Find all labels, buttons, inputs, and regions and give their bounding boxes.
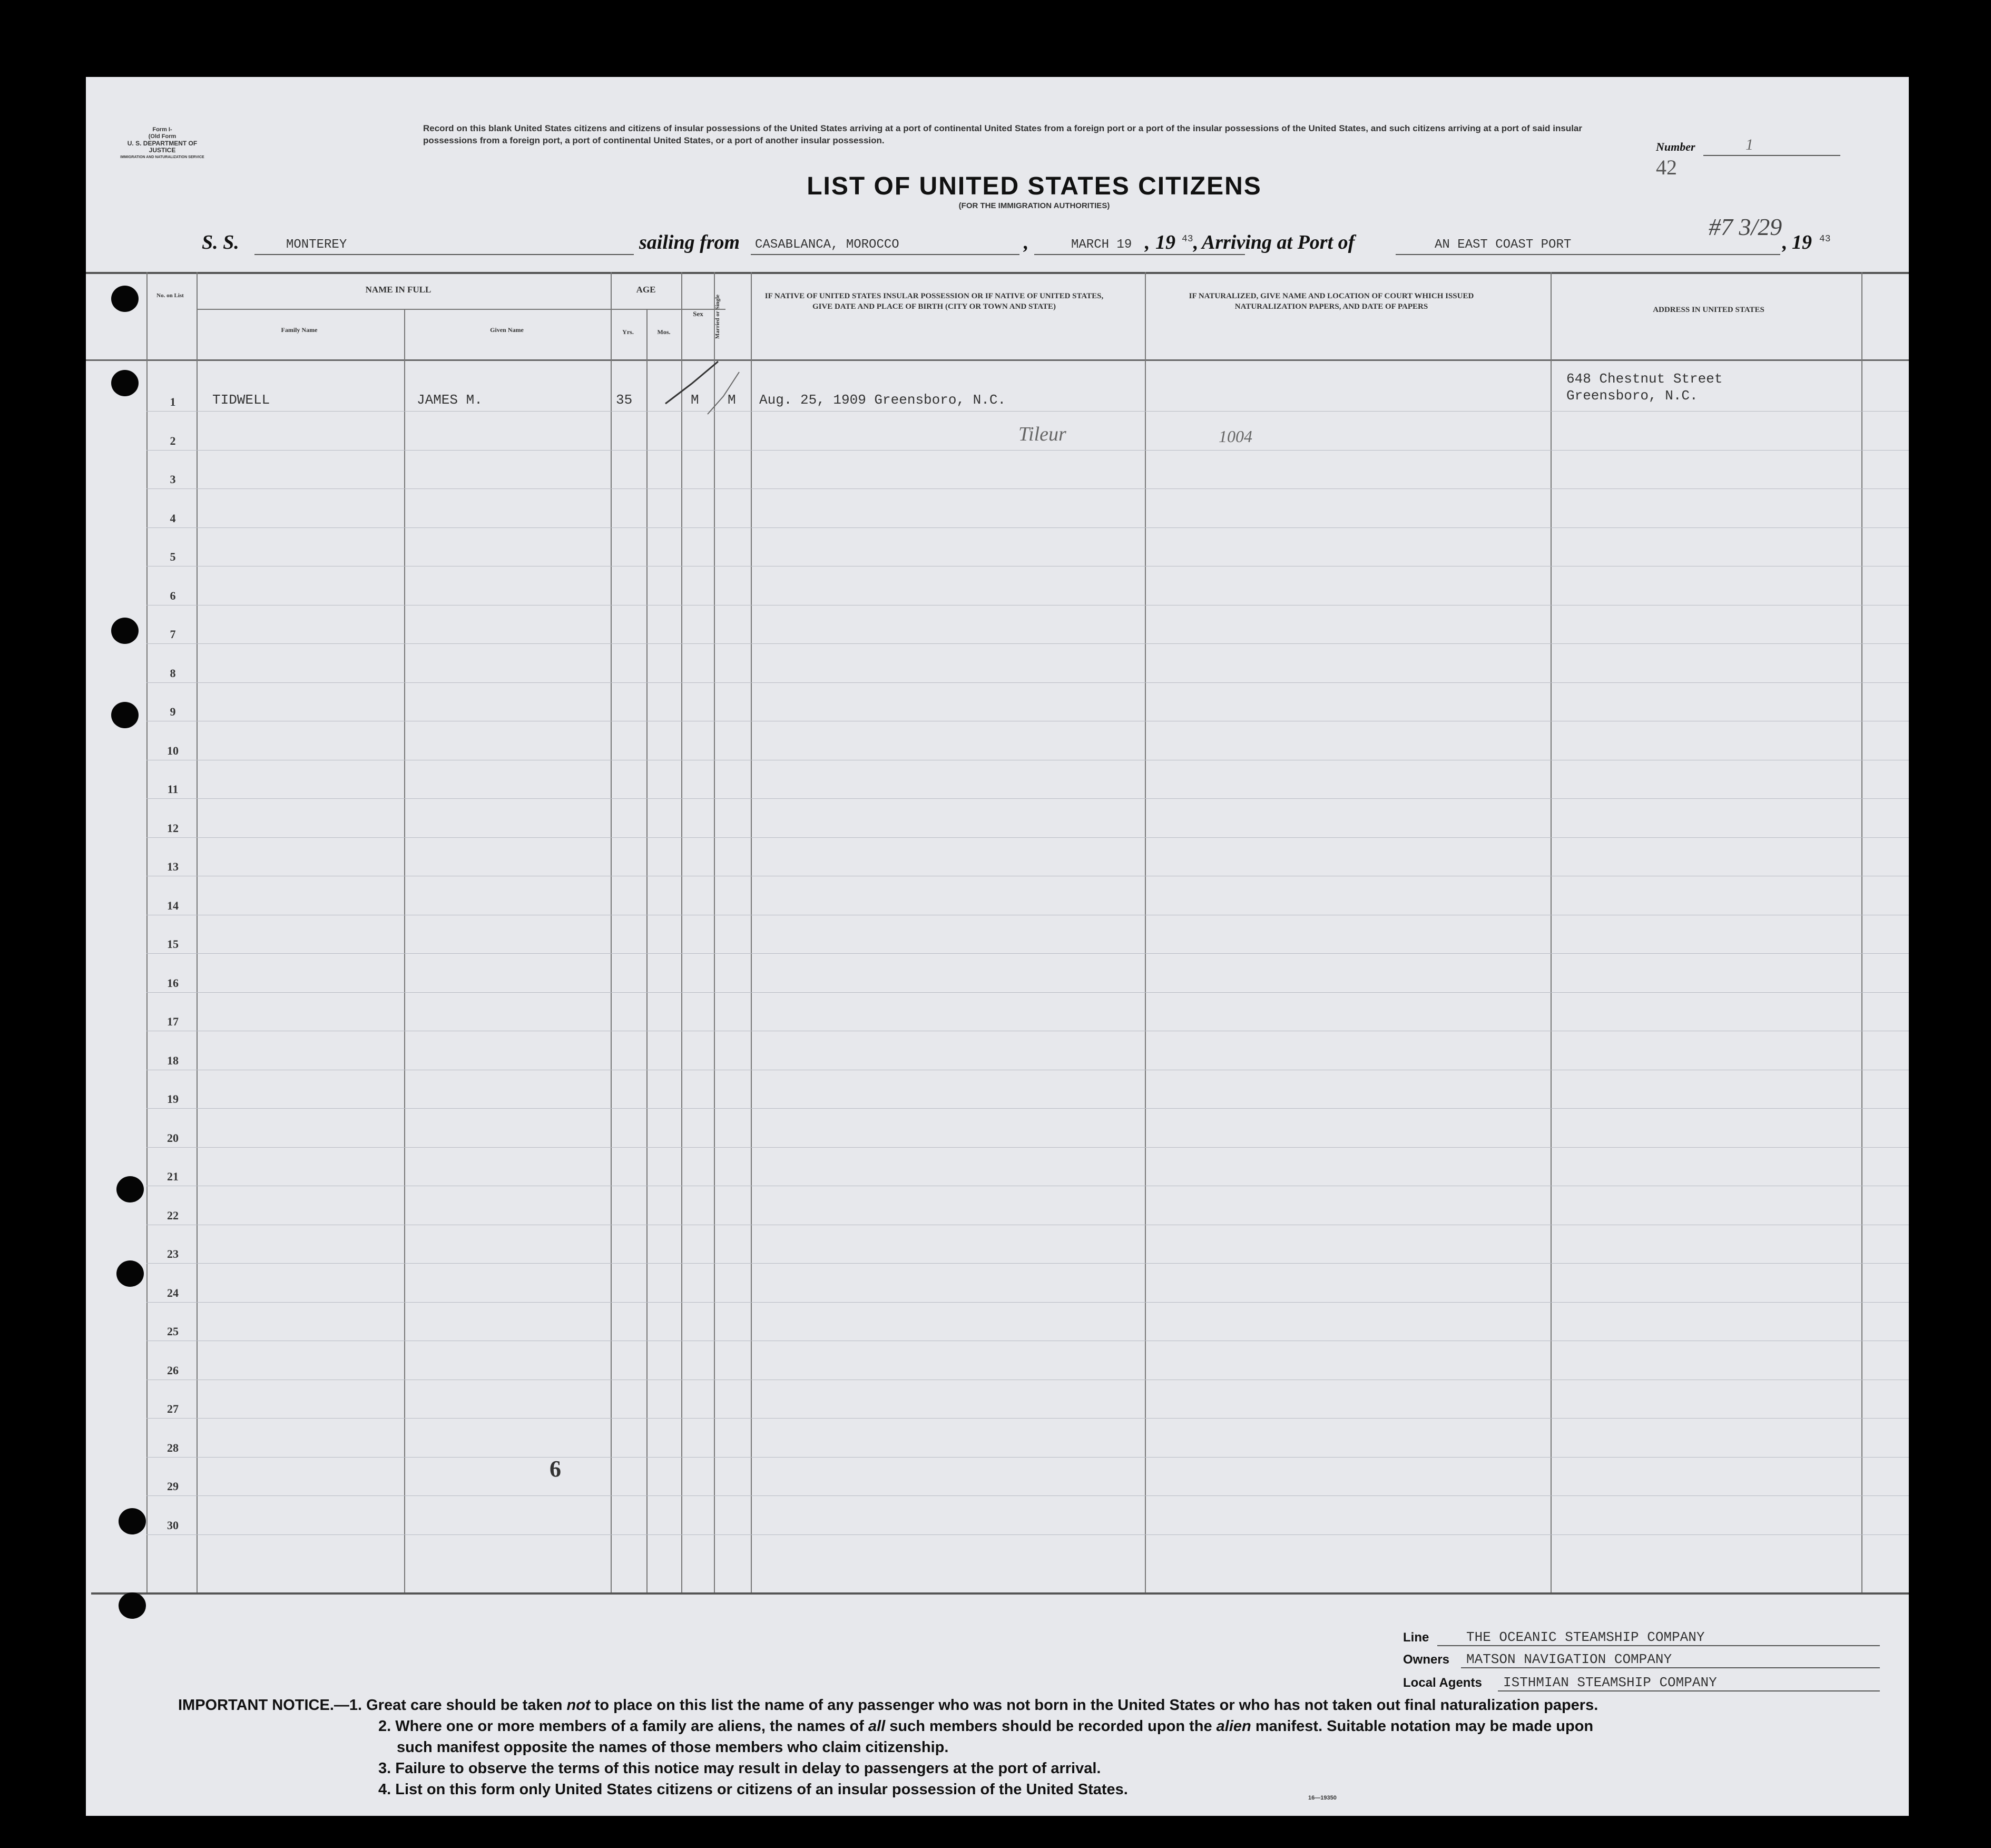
notice-1-text-a: Great care should be taken (366, 1697, 563, 1714)
row-number: 14 (167, 898, 179, 912)
form-subtitle: (FOR THE IMMIGRATION AUTHORITIES) (958, 201, 1110, 210)
number-label: Number (1656, 140, 1695, 153)
col-header-given-name: Given Name (490, 326, 524, 334)
row-number: 11 (167, 783, 179, 796)
row-line (146, 1495, 1909, 1496)
date-from: MARCH 19 (1071, 238, 1132, 252)
form-id-line: (Old Form (148, 133, 176, 140)
page-number: 6 (550, 1456, 561, 1482)
col-header-address: ADDRESS IN UNITED STATES (1653, 306, 1764, 314)
col-header-naturalized: IF NATURALIZED, GIVE NAME AND LOCATION OF COURT WHICH ISSUED NATURALIZATION PAPERS, AND DATE OF PAPERS (1189, 292, 1474, 311)
date-from-line (1034, 254, 1245, 255)
page-mark: 42 (1656, 155, 1677, 179)
row-number: 22 (167, 1208, 179, 1222)
notice-1-emphasis: not (566, 1697, 591, 1714)
row-line (146, 682, 1909, 683)
entry-birth: Aug. 25, 1909 Greensboro, N.C. (759, 392, 1006, 408)
row-line (146, 1147, 1909, 1148)
notice-2-emphasis-a: all (868, 1718, 886, 1735)
ship-name: MONTEREY (286, 238, 347, 252)
port-from: CASABLANCA, MOROCCO (755, 238, 899, 252)
sailing-label: sailing from (639, 231, 740, 253)
table-top-border (86, 272, 1909, 274)
ss-label: S. S. (202, 231, 239, 253)
row-line (146, 953, 1909, 954)
column-divider (751, 272, 752, 1592)
arriving-label: Arriving at Port of (1202, 231, 1355, 253)
entry-given-name: JAMES M. (417, 392, 483, 408)
row-number: 3 (170, 473, 176, 486)
line-value: THE OCEANIC STEAMSHIP COMPANY (1466, 1629, 1705, 1645)
row-line (146, 411, 1909, 412)
agents-value: ISTHMIAN STEAMSHIP COMPANY (1503, 1675, 1717, 1690)
form-instruction: Record on this blank United States citizens and citizens of insular possessions of the United States arriving at a port of continental United States from a foreign port or a port of the insular possessions of the United States, and such citizens arriving at a port of said insular possessions from a foreign port, a port of continental United States, or a port of another insular possession. (423, 123, 1582, 145)
punch-hole (111, 286, 139, 312)
row-number: 20 (167, 1131, 179, 1145)
notice-label: IMPORTANT NOTICE.— (178, 1697, 349, 1714)
row-number: 28 (167, 1441, 179, 1454)
row-line (146, 1108, 1909, 1109)
col-header-name-in-full: NAME IN FULL (365, 285, 431, 295)
notice-4-text: List on this form only United States citizens or citizens of an insular possession of the United States. (395, 1781, 1128, 1798)
row-line (146, 1302, 1909, 1303)
column-divider (404, 309, 405, 1592)
row-number: 30 (167, 1518, 179, 1532)
notice-4-number: 4. (378, 1781, 391, 1798)
row-number: 18 (167, 1053, 179, 1067)
row-number: 19 (167, 1092, 179, 1106)
notice-item-3 (178, 1758, 1598, 1779)
column-divider (197, 272, 198, 1592)
notice-2-number: 2. (378, 1718, 391, 1735)
notice-2-text-c: manifest. Suitable notation may be made upon (1255, 1718, 1594, 1735)
notice-item-2-continued: such manifest opposite the names of those members who claim citizenship. (397, 1739, 949, 1756)
port-from-line (751, 254, 1019, 255)
entry-sex: M (691, 392, 699, 408)
year-from: 43 (1182, 234, 1193, 245)
year-to: 43 (1819, 234, 1831, 245)
row-number: 16 (167, 976, 179, 990)
row-number: 25 (167, 1325, 179, 1338)
punch-hole (111, 370, 139, 396)
row-line (146, 837, 1909, 838)
row-line (146, 1457, 1909, 1458)
row-number: 17 (167, 1015, 179, 1028)
pen-stroke-mark (660, 351, 776, 435)
col-header-sex: Sex (693, 310, 703, 318)
row-number: 27 (167, 1402, 179, 1415)
row-line (146, 450, 1909, 451)
row-line (146, 1263, 1909, 1264)
row-number: 1 (170, 395, 176, 408)
comma-3: , (1193, 231, 1199, 253)
punch-hole (111, 618, 139, 644)
col-header-family-name: Family Name (281, 326, 318, 334)
handwriting-b: 1004 (1219, 427, 1252, 446)
row-line (146, 527, 1909, 528)
column-divider (646, 309, 648, 1592)
row-number: 4 (170, 511, 176, 525)
row-number: 5 (170, 550, 176, 563)
notice-2-emphasis-b: alien (1216, 1718, 1251, 1735)
important-notice (178, 1695, 1598, 1800)
form-id-block (120, 126, 204, 161)
owners-value: MATSON NAVIGATION COMPANY (1466, 1651, 1672, 1667)
comma-2: , (1145, 231, 1150, 253)
owners-label: Owners (1403, 1653, 1450, 1667)
comma-1: , (1024, 231, 1029, 253)
agents-value-line (1498, 1690, 1880, 1691)
row-line (146, 643, 1909, 644)
row-number: 15 (167, 937, 179, 951)
form-id-line: Form I- (152, 126, 172, 133)
column-divider (681, 272, 682, 1592)
row-number: 13 (167, 860, 179, 873)
col-header-mos: Mos. (657, 328, 671, 336)
row-number: 6 (170, 589, 176, 602)
column-divider (1551, 272, 1552, 1592)
notice-item-4 (178, 1779, 1598, 1800)
row-number: 7 (170, 628, 176, 641)
column-divider (146, 272, 148, 1592)
row-line (146, 1418, 1909, 1419)
number-line (1703, 155, 1840, 156)
agents-label: Local Agents (1403, 1676, 1482, 1690)
manifest-sheet (86, 77, 1909, 1816)
notice-3-number: 3. (378, 1760, 391, 1777)
ship-line (254, 254, 634, 255)
form-title: LIST OF UNITED STATES CITIZENS (807, 172, 1262, 200)
port-to: AN EAST COAST PORT (1435, 238, 1572, 252)
line-label: Line (1403, 1630, 1429, 1645)
row-number: 10 (167, 744, 179, 757)
year-prefix-from: 19 (1155, 231, 1175, 253)
punch-hole (116, 1260, 144, 1287)
comma-4: , (1782, 231, 1788, 253)
form-id-line: U. S. DEPARTMENT OF JUSTICE (127, 140, 198, 154)
table-bottom-border (91, 1592, 1909, 1595)
port-to-line (1396, 254, 1780, 255)
row-number: 23 (167, 1247, 179, 1260)
row-number: 12 (167, 821, 179, 835)
row-line (146, 992, 1909, 993)
entry-family-name: TIDWELL (212, 392, 270, 408)
notice-item-1 (178, 1695, 1598, 1716)
row-line (146, 488, 1909, 489)
row-line (146, 1534, 1909, 1535)
row-number: 21 (167, 1170, 179, 1183)
header-bottom-border (86, 359, 1909, 361)
col-header-no: No. on List (156, 292, 184, 299)
owners-value-line (1461, 1667, 1880, 1668)
column-divider (611, 272, 612, 1592)
notice-2-text-a: Where one or more members of a family are aliens, the names of (395, 1718, 864, 1735)
punch-hole (119, 1592, 146, 1619)
col-header-married: Married or Single (714, 294, 721, 339)
notice-1-text-b: to place on this list the name of any passenger who was not born in the United States or who has not taken out final naturalization papers. (594, 1697, 1598, 1714)
year-prefix-to: 19 (1792, 231, 1812, 253)
row-number: 8 (170, 666, 176, 680)
handwriting-a: Tileur (1018, 423, 1066, 445)
entry-address-line2: Greensboro, N.C. (1566, 388, 1698, 404)
entry-address-line1: 648 Chestnut Street (1566, 371, 1723, 387)
row-number: 24 (167, 1286, 179, 1299)
col-header-age: AGE (636, 285, 656, 295)
row-number: 9 (170, 705, 176, 718)
print-code: 16—19350 (1308, 1795, 1337, 1801)
entry-age-yrs: 35 (616, 392, 633, 408)
line-value-line (1437, 1645, 1880, 1646)
notice-1-number: 1. (349, 1697, 362, 1714)
entry-married: M (728, 392, 736, 408)
row-number: 26 (167, 1363, 179, 1377)
row-number: 2 (170, 434, 176, 447)
date-to-stamp: #7 3/29 (1709, 213, 1782, 240)
punch-hole (116, 1176, 144, 1202)
col-header-birth: IF NATIVE OF UNITED STATES INSULAR POSSESSION OR IF NATIVE OF UNITED STATES, GIVE DATE AND PLACE OF BIRTH (CITY OR TOWN AND STATE) (764, 292, 1104, 311)
col-header-yrs: Yrs. (622, 328, 634, 336)
row-number: 29 (167, 1480, 179, 1493)
punch-hole (119, 1508, 146, 1534)
form-id-line: IMMIGRATION AND NATURALIZATION SERVICE (120, 155, 204, 159)
number-value: 1 (1745, 136, 1753, 153)
column-divider (1861, 272, 1862, 1592)
punch-hole (111, 702, 139, 728)
column-divider (714, 272, 715, 1592)
column-divider (1145, 272, 1146, 1592)
notice-item-2 (178, 1716, 1598, 1737)
notice-2-text-b: such members should be recorded upon the (889, 1718, 1212, 1735)
row-line (146, 798, 1909, 799)
notice-3-text: Failure to observe the terms of this notice may result in delay to passengers at the port of arrival. (395, 1760, 1101, 1777)
